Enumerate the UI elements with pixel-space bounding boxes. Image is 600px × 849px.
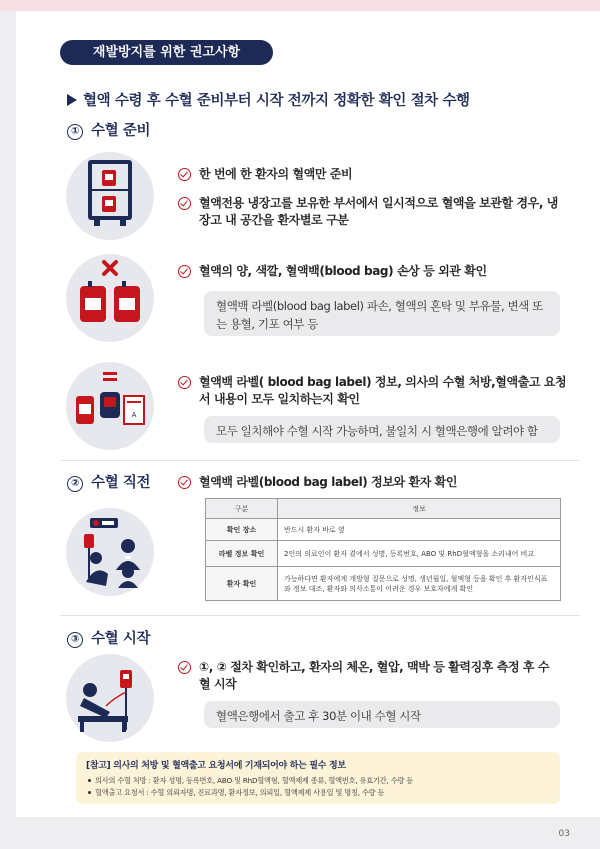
page-edge <box>0 11 16 817</box>
table-row <box>206 567 561 601</box>
headline <box>67 89 470 110</box>
section-prep-title-text: 수혈 준비 <box>91 123 151 139</box>
bullet-icon <box>88 791 91 794</box>
page-number: 03 <box>558 829 570 839</box>
check-text: 혈액의 양, 색깔, 혈액백(blood bag) 손상 등 외관 확인 <box>199 264 487 278</box>
reference-item <box>86 775 550 787</box>
table-header-cell: 정보 <box>278 499 561 519</box>
damaged-blood-bags-icon <box>66 254 154 342</box>
bottom-band <box>0 817 600 849</box>
transfusion-patient-icon <box>66 654 154 742</box>
check-item <box>178 166 563 183</box>
identification-table <box>205 498 561 601</box>
triangle-bullet-icon <box>67 94 77 106</box>
table-row <box>206 541 561 567</box>
note-box: 모두 일치해야 수혈 시작 가능하며, 불일치 시 혈액은행에 알려야 함 <box>204 416 560 443</box>
check-circle-icon <box>178 661 191 674</box>
check-text: 혈액백 라벨( blood bag label) 정보, 의사의 수혈 처방,혈액출고 요청서 내용이 모두 일치하는지 확인 <box>199 375 567 406</box>
reference-item <box>86 787 550 799</box>
reference-title: [참고] 의사의 처방 및 혈액출고 요청서에 기재되어야 하는 필수 정보 <box>86 761 346 771</box>
table-cell: 반드시 환자 바로 옆 <box>278 519 561 541</box>
section-number: ① <box>67 124 83 140</box>
check-item <box>178 195 563 229</box>
label-match-icon <box>66 362 154 450</box>
note-box: 혈액백 라벨(blood bag label) 파손, 혈액의 혼탁 및 부유물, 변색 또는 용혈, 기포 여부 등 <box>204 291 560 336</box>
section-prep-title <box>67 119 150 140</box>
section-start-title-text: 수혈 시작 <box>91 631 151 647</box>
blood-fridge-icon <box>66 152 154 240</box>
bullet-icon <box>88 779 91 782</box>
table-cell: 확인 장소 <box>206 519 278 541</box>
table-row <box>206 519 561 541</box>
section-start-title <box>67 627 150 648</box>
check-text: 혈액백 라벨(blood bag label) 정보와 환자 확인 <box>199 475 458 489</box>
table-cell: 환자 확인 <box>206 567 278 601</box>
check-item <box>178 659 558 693</box>
check-item <box>178 474 563 491</box>
section-just-before-title-text: 수혈 직전 <box>91 475 151 491</box>
check-circle-icon <box>178 265 191 278</box>
reference-item-text: 혈액출고 요청서 : 수혈 의뢰자명, 진료과명, 환자정보, 의뢰일, 혈액제제 사용일 및 명칭, 수량 등 <box>95 788 385 797</box>
reference-box <box>76 752 560 804</box>
section-number: ③ <box>67 632 83 648</box>
section-number: ② <box>67 476 83 492</box>
check-circle-icon <box>178 376 191 389</box>
check-text: 한 번에 한 환자의 혈액만 준비 <box>199 167 353 181</box>
headline-text: 혈액 수령 후 수혈 준비부터 시작 전까지 정확한 확인 절차 수행 <box>83 93 470 109</box>
divider <box>60 460 580 461</box>
check-circle-icon <box>178 476 191 489</box>
check-text: 혈액전용 냉장고를 보유한 부서에서 일시적으로 혈액을 보관할 경우, 냉장고 내 공간을 환자별로 구분 <box>199 196 558 227</box>
section-title-pill: 재발방지를 위한 권고사항 <box>60 40 273 65</box>
table-cell: 가능하다면 환자에게 개방형 질문으로 성명, 생년월일, 혈액형 등을 확인 후 환자인식표와 정보 대조, 환자와 의사소통이 어려운 경우 보호자에게 확인 <box>278 567 561 601</box>
reference-item-text: 의사의 수혈 처방 : 환자 성명, 등록번호, ABO 및 RhD혈액형, 혈액제제 종류, 혈액번호, 유효기간, 수량 등 <box>95 776 414 785</box>
check-circle-icon <box>178 168 191 181</box>
patient-identification-icon <box>66 508 154 596</box>
divider <box>60 615 580 616</box>
note-box: 혈액은행에서 출고 후 30분 이내 수혈 시작 <box>204 701 560 728</box>
check-circle-icon <box>178 197 191 210</box>
section-just-before-title <box>67 471 150 492</box>
check-item <box>178 374 568 408</box>
table-cell: 2인의 의료인이 환자 곁에서 성명, 등록번호, ABO 및 RhD혈액형을 소리내어 비교 <box>278 541 561 567</box>
top-band <box>0 0 600 11</box>
table-header-row <box>206 499 561 519</box>
table-header-cell: 구분 <box>206 499 278 519</box>
table-cell: 라벨 정보 확인 <box>206 541 278 567</box>
svg-text:A: A <box>131 411 137 419</box>
check-text: ①, ② 절차 확인하고, 환자의 체온, 혈압, 맥박 등 활력징후 측정 후 수혈 시작 <box>199 660 550 691</box>
check-item <box>178 263 563 280</box>
